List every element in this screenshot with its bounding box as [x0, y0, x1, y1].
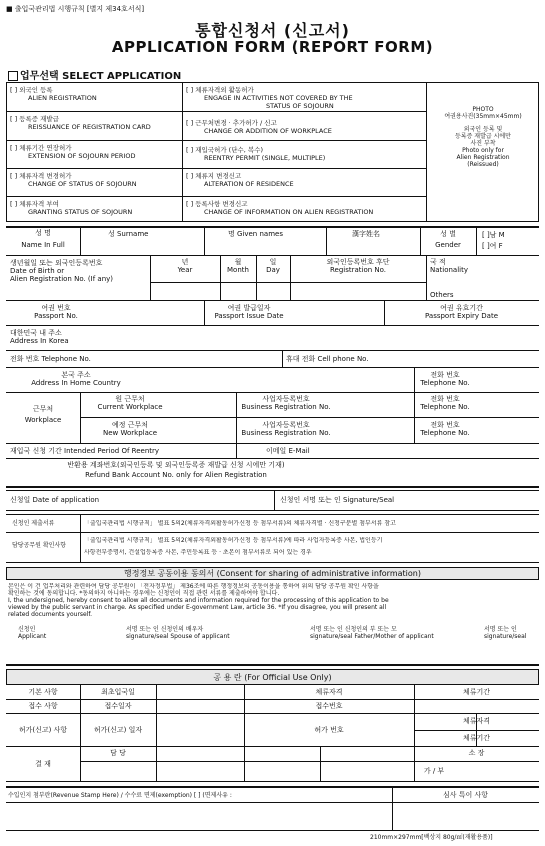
official-receipt-label: 접수 사항	[28, 702, 58, 710]
registration-number-label: 외국인등록번호 후단 Registration No.	[326, 258, 390, 274]
application-date-field[interactable]: 신청일 Date of application	[10, 496, 100, 504]
heading-checkbox-icon	[8, 71, 18, 81]
paper-spec-footer: 210mm×297mm[백상지 80g/㎡(재활용품)]	[370, 834, 493, 841]
official-first-entry-label: 최초입국일	[101, 688, 135, 696]
official-use-title: 공 용 란 (For Official Use Only)	[213, 673, 332, 682]
passport-number-field[interactable]: 여권 번호 Passport No.	[34, 304, 78, 320]
current-workplace-telephone[interactable]: 전화 번호 Telephone No.	[420, 395, 470, 411]
option-alteration-residence[interactable]: [ ] 체류지 변경신고 ALTERATION OF RESIDENCE	[186, 172, 294, 188]
official-approval-label: 결 재	[35, 760, 51, 768]
photo-area: PHOTO 여권용사진(35mm×45mm) 외국인 등록 및 등록증 재발급 시에만 사진 부착 Photo only for Alien Registration (Reissued)	[444, 106, 522, 168]
form-reference: ■ 출입국관리법 시행규칙 [별지 제34호서식]	[6, 5, 145, 13]
applicant-documents-text: 「출입국관리법 시행규칙」 별표 5의2(체류자격외활동허가신청 등 첨부서류)의 체류자격별 · 신청구분별 첨부서류 참고	[84, 520, 396, 527]
applicant-signature-field[interactable]: 신청인 서명 또는 인 Signature/Seal	[280, 496, 395, 504]
gender-male-checkbox[interactable]: [ ]남 M	[482, 231, 505, 239]
option-change-status[interactable]: [ ] 체류자격 변경허가 CHANGE OF STATUS OF SOJOURN	[10, 172, 137, 188]
passport-expiry-date-field[interactable]: 여권 유효기간 Passport Expiry Date	[425, 304, 498, 320]
passport-issue-date-field[interactable]: 여권 발급일자 Passport Issue Date	[214, 304, 284, 320]
refund-account-field[interactable]: 반환용 계좌번호(외국인등록 및 외국인등록증 재발급 신청 시에만 기재) Refund Bank Account No. only for Alien Registration	[67, 461, 285, 479]
applicant-documents-label: 신청인 제출서류	[12, 520, 55, 527]
select-application-label: 업무선택 SELECT APPLICATION	[20, 71, 182, 82]
home-country-address-field[interactable]: 본국 주소 Address In Home Country	[31, 371, 121, 387]
telephone-field[interactable]: 전화 번호 Telephone No.	[10, 355, 91, 363]
workplace-label: 근무처 Workplace	[24, 405, 62, 424]
review-notes-label: 심사 특이 사항	[442, 791, 489, 799]
surname-field[interactable]: 성 Surname	[108, 230, 149, 238]
consent-signature-applicant[interactable]: 신청인 Applicant	[18, 626, 47, 640]
official-basic-label: 기본 사항	[28, 688, 58, 696]
officer-verification-text-1: 「출입국관리법 시행규칙」 별표 5의2(체류자격외활동허가신청 등 첨부서류)에 따라 사업자등록증 사본, 법인등기	[84, 537, 383, 544]
official-director-label: 소 장	[468, 749, 485, 757]
option-reissuance[interactable]: [ ] 등록증 재발급 REISSUANCE OF REGISTRATION CARD	[10, 115, 151, 131]
revenue-stamp-label: 수입인지 첨부란(Revenue Stamp Here) / 수수료 면제(exemption) [ ] (면제사유 :	[8, 792, 232, 799]
birth-year-label: 년 Year	[177, 258, 193, 274]
option-change-information[interactable]: [ ] 등록사항 변경신고 CHANGE OF INFORMATION ON ALIEN REGISTRATION	[186, 200, 374, 216]
given-names-field[interactable]: 명 Given names	[228, 230, 283, 238]
name-label: 성 명 Name In Full	[21, 229, 65, 249]
officer-verification-text-2: 사항전부증명서, 건설업등록증 사본, 주민등록표 등 · 초본이 첨부서류로 되어 있는 경우	[84, 549, 312, 556]
birth-day-label: 일 Day	[266, 258, 280, 274]
officer-verification-label: 담당공무원 확인사항	[12, 542, 67, 549]
hanja-name-field[interactable]: 漢字姓名	[352, 230, 380, 238]
option-engage-activities[interactable]: [ ] 체류자격외 활동허가 ENGAGE IN ACTIVITIES NOT COVERED BY THE STATUS OF SOJOURN	[186, 86, 353, 110]
form-title-english: APPLICATION FORM (REPORT FORM)	[111, 38, 434, 56]
official-receipt-number-label: 접수번호	[315, 702, 343, 710]
new-business-reg-field[interactable]: 사업자등록번호 Business Registration No.	[241, 421, 331, 437]
official-approve-reject[interactable]: 가 / 부	[423, 767, 445, 775]
consent-signature-parent[interactable]: 서명 또는 인 신청인의 부 또는 모 signature/seal Father/Mother of applicant	[310, 626, 434, 640]
option-granting-status[interactable]: [ ] 체류자격 부여 GRANTING STATUS OF SOJOURN	[10, 200, 133, 216]
cell-phone-field[interactable]: 휴대 전화 Cell phone No.	[286, 355, 369, 363]
option-change-workplace[interactable]: [ ] 근무처변경 · 추가허가 / 신고 CHANGE OR ADDITION OF WORKPLACE	[186, 119, 332, 135]
gender-female-checkbox[interactable]: [ ]여 F	[482, 242, 503, 250]
nationality-others[interactable]: Others	[430, 291, 454, 299]
select-application-heading	[8, 67, 181, 82]
home-telephone-field[interactable]: 전화 번호 Telephone No.	[420, 371, 470, 387]
official-officer-label: 담 당	[110, 749, 126, 757]
current-business-reg-field[interactable]: 사업자등록번호 Business Registration No.	[241, 395, 331, 411]
consent-signature-seal[interactable]: 서명 또는 인 signature/seal	[484, 626, 527, 640]
address-korea-field[interactable]: 대한민국 내 주소 Address In Korea	[10, 329, 69, 345]
consent-signature-spouse[interactable]: 서명 또는 인 신청인의 배우자 signature/seal Spouse of applicant	[126, 626, 230, 640]
birth-month-label: 월 Month	[227, 258, 249, 274]
official-permission-status-label: 체류자격	[462, 717, 491, 725]
new-workplace-telephone[interactable]: 전화 번호 Telephone No.	[420, 421, 470, 437]
official-receipt-date-label: 접수일자	[104, 702, 132, 710]
official-status-label: 체류자격	[315, 688, 343, 696]
consent-text: 본인은 이 건 업무처리와 관련하여 담당 공무원이 「전자정부법」 제36조에 따른 행정정보의 공동이용을 통하여 위의 담당 공무원 확인 사항을 확인하는 것에 동의합니다. *동의하지 아니하는 경우에는 신청인이 직접 관련 서류를 제출하여야 합니다. I, the undersigned, hereby consent to allow all documents and information required for the processing of this application to be viewed by the public servant in charge. As specified under E-government Law, article 36. *If you disagree, you will present all related documents yourself.	[8, 583, 389, 618]
official-permission-number-label: 허가 번호	[314, 726, 344, 734]
option-alien-registration[interactable]: [ ] 외국인 등록 ALIEN REGISTRATION	[10, 86, 97, 102]
reentry-period-field[interactable]: 재입국 신청 기간 Intended Period Of Reentry	[10, 447, 160, 455]
nationality-label: 국 적 Nationality	[430, 258, 469, 274]
current-workplace-field[interactable]: 원 근무처 Current Workplace	[97, 395, 163, 411]
option-reentry-permit[interactable]: [ ] 재입국허가 (단수, 복수) REENTRY PERMIT (SINGLE, MULTIPLE)	[186, 146, 326, 162]
official-period-label: 체류기간	[462, 688, 491, 696]
official-permission-label: 허가(신고) 사항	[18, 726, 68, 734]
new-workplace-field[interactable]: 예정 근무처 New Workplace	[102, 421, 158, 437]
form-title-korean: 통합신청서 (신고서)	[195, 21, 350, 40]
consent-title: 행정정보 공동이용 동의서 (Consent for sharing of administrative information)	[124, 569, 421, 578]
gender-label: 성 별 Gender	[435, 230, 461, 249]
official-permission-date-label: 허가(신고) 일자	[93, 726, 143, 734]
birth-label: 생년월일 또는 외국인등록번호 Date of Birth or Alien Registration No. (If any)	[10, 259, 114, 283]
official-permission-period-label: 체류기간	[462, 734, 491, 742]
email-field[interactable]: 이메일 E-Mail	[266, 447, 310, 455]
option-extension[interactable]: [ ] 체류기간 연장허가 EXTENSION OF SOJOURN PERIOD	[10, 144, 136, 160]
